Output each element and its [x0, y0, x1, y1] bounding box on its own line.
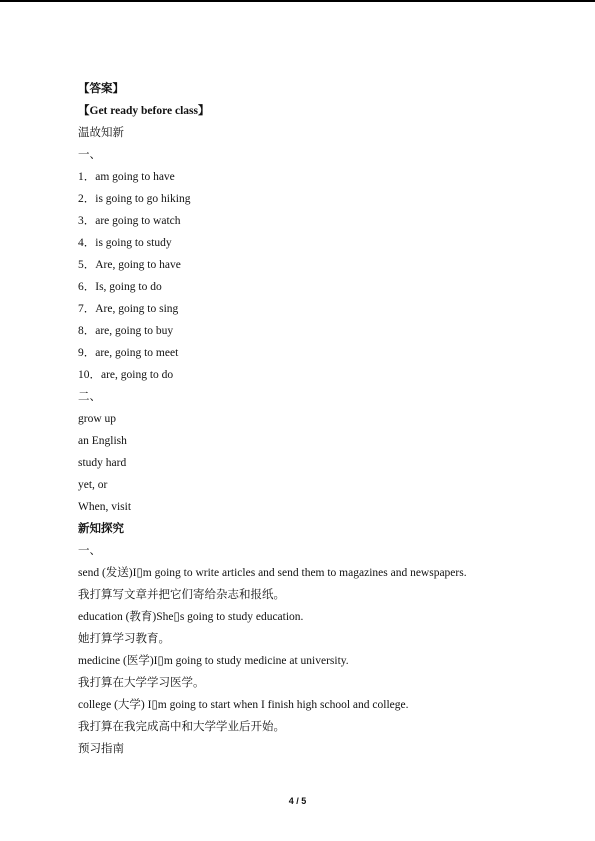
answer-item: 7．Are, going to sing: [78, 303, 179, 315]
part-one-label: 一、: [78, 149, 101, 161]
document-body: [78, 78, 578, 760]
answer-item: yet, or: [78, 479, 108, 491]
answer-item: an English: [78, 435, 127, 447]
answer-item: 4．is going to study: [78, 237, 172, 249]
vocab-sentence-en: college (大学) I▯m going to start when I finish high school and college.: [78, 699, 409, 711]
preview-guide-label: 预习指南: [78, 743, 124, 755]
answer-item: 2．is going to go hiking: [78, 193, 191, 205]
review-subheading: 温故知新: [78, 127, 124, 139]
answer-item: 6．Is, going to do: [78, 281, 162, 293]
section-heading: 【Get ready before class】: [78, 105, 210, 117]
vocab-sentence-en: education (教育)She▯s going to study education.: [78, 611, 304, 623]
answer-item: 8．are, going to buy: [78, 325, 174, 337]
answer-item: 10．are, going to do: [78, 369, 174, 381]
vocab-sentence-en: medicine (医学)I▯m going to study medicine at university.: [78, 655, 349, 667]
answer-item: 3．are going to watch: [78, 215, 181, 227]
vocab-sentence-zh: 我打算在大学学习医学。: [78, 677, 205, 689]
vocab-sentence-zh: 她打算学习教育。: [78, 633, 170, 645]
top-rule: [0, 0, 595, 2]
answer-item: study hard: [78, 457, 127, 469]
answer-item: When, visit: [78, 501, 132, 513]
answer-item: 9．are, going to meet: [78, 347, 179, 359]
answer-heading: 【答案】: [78, 83, 124, 95]
answer-item: 5．Are, going to have: [78, 259, 181, 271]
vocab-sentence-en: send (发送)I▯m going to write articles and send them to magazines and newspapers.: [78, 567, 467, 579]
vocab-sentence-zh: 我打算在我完成高中和大学学业后开始。: [78, 721, 285, 733]
part-three-label: 一、: [78, 545, 101, 557]
answer-item: grow up: [78, 413, 117, 425]
part-two-label: 二、: [78, 391, 101, 403]
answer-item: 1．am going to have: [78, 171, 175, 183]
page-number: 4 / 5: [288, 796, 307, 806]
vocab-sentence-zh: 我打算写文章并把它们寄给杂志和报纸。: [78, 589, 285, 601]
new-knowledge-subheading: 新知探究: [78, 523, 124, 535]
